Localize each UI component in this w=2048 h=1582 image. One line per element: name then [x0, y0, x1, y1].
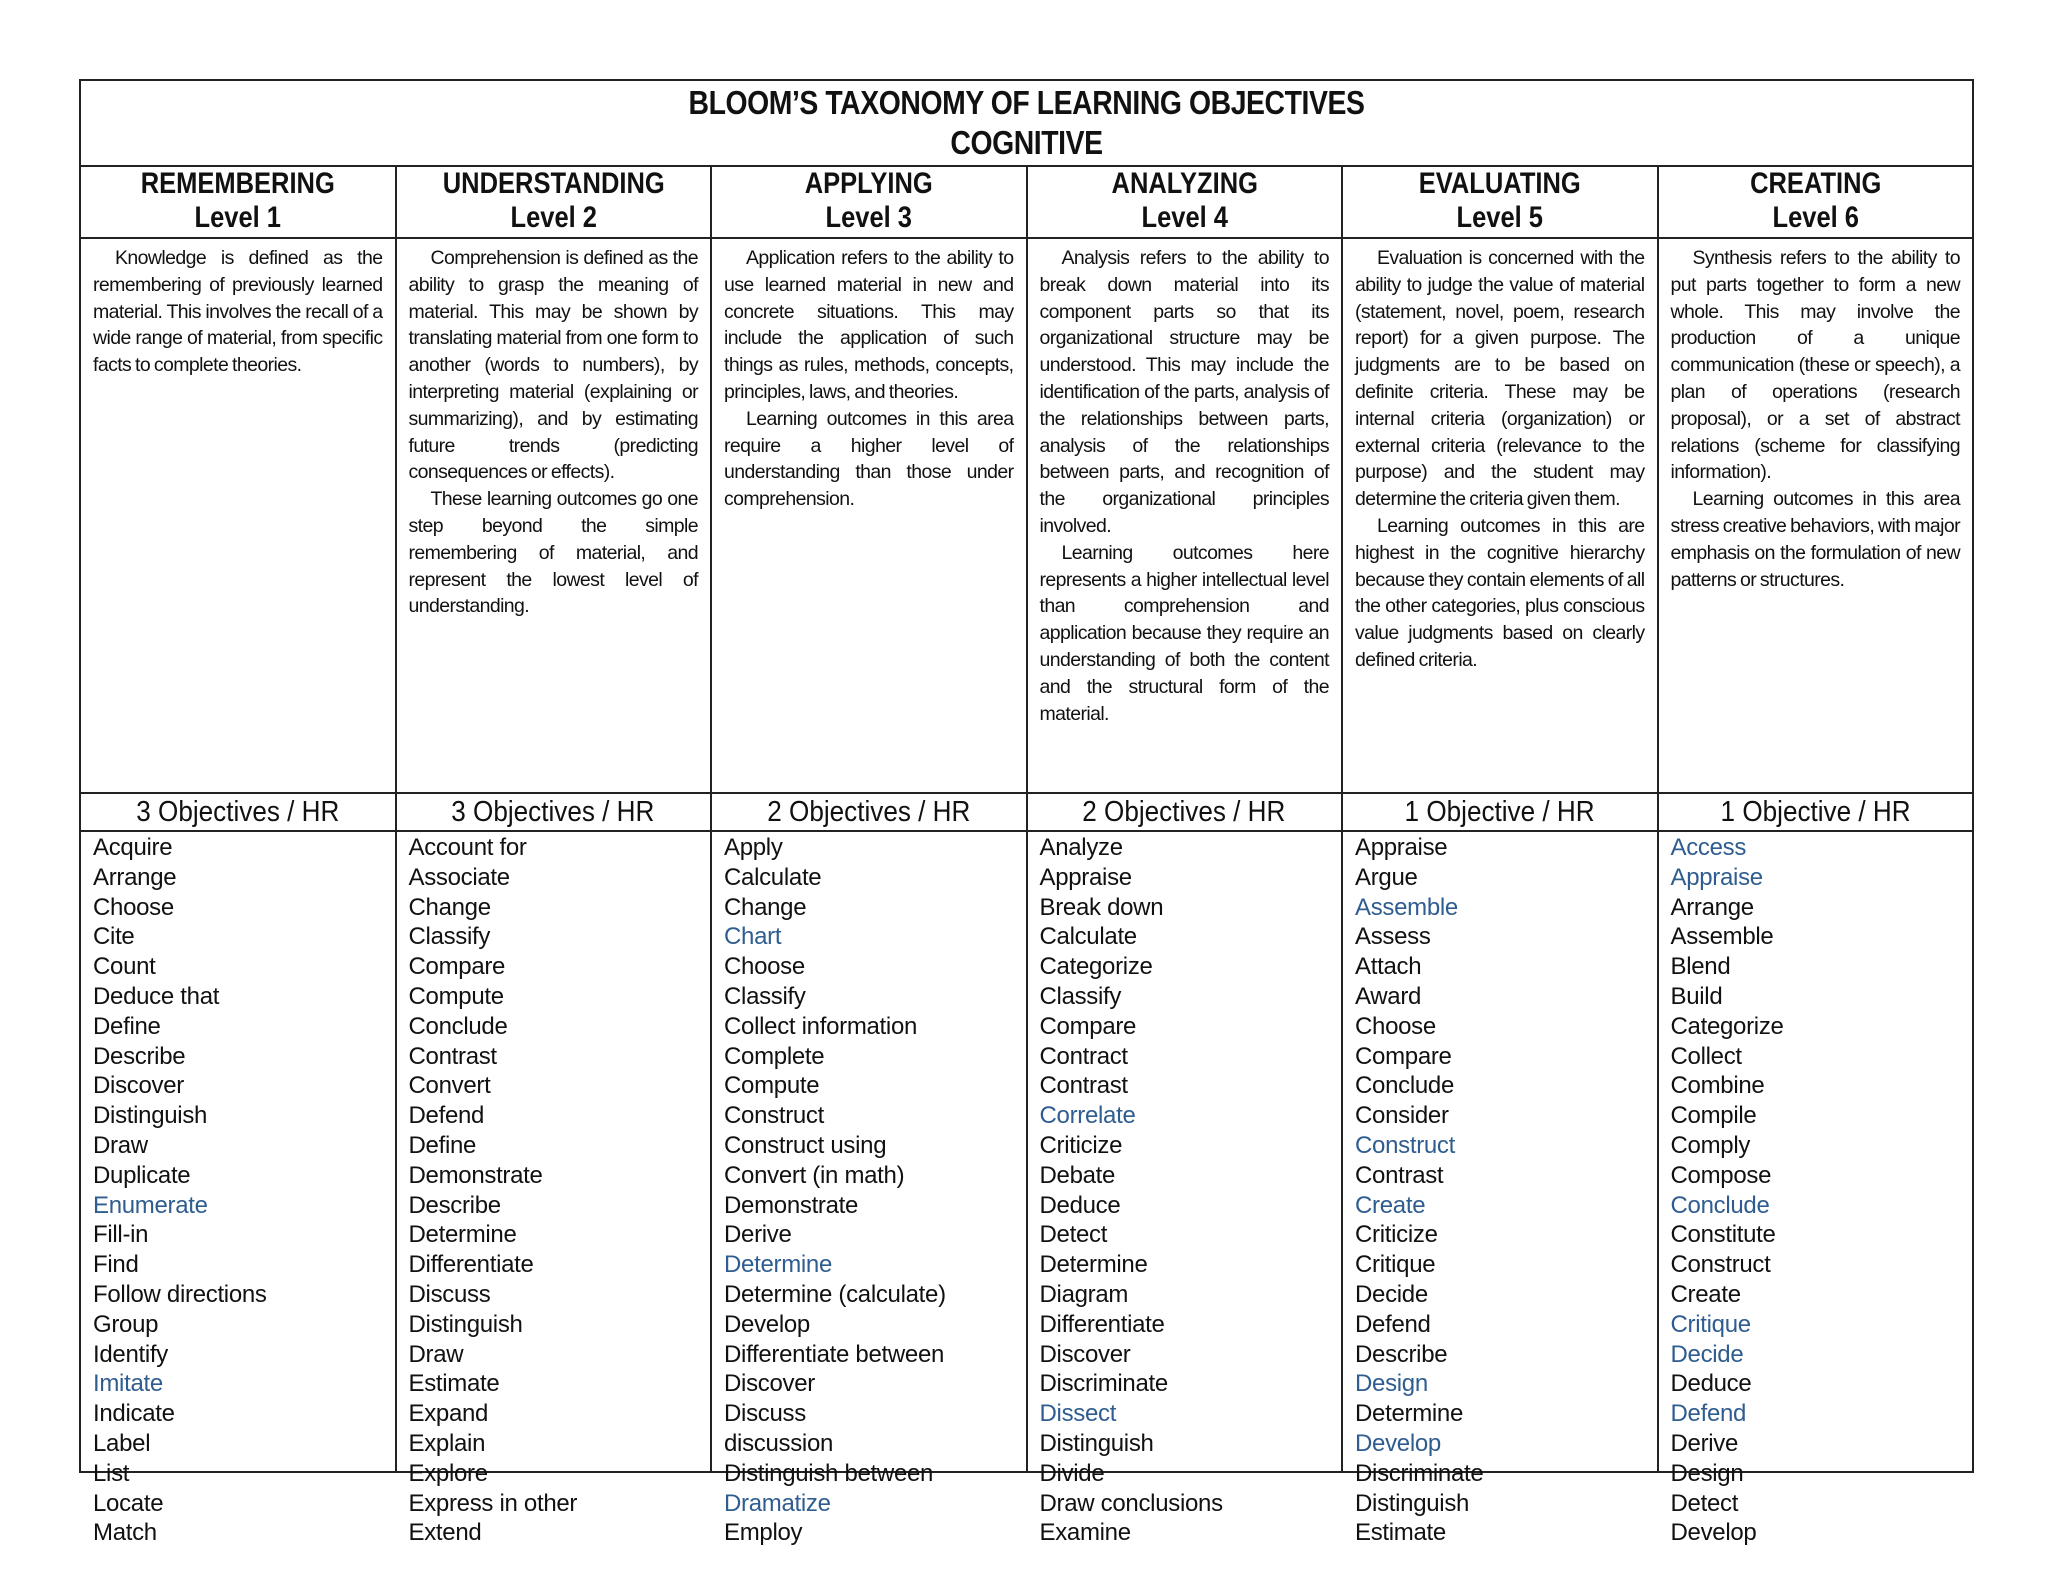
description-paragraph: Learning outcomes in this are highest in the cognitive hierarchy because they contain elements of all the other categories, plus conscious value judgments based on clearly defined criteria.	[1355, 514, 1645, 671]
action-verb: Derive	[1670, 1429, 1739, 1457]
action-verb: Discover	[724, 1370, 815, 1398]
description-paragraph: Learning outcomes in this area stress creative behaviors, with major emphasis on the formulation of new patterns or structures.	[1670, 488, 1960, 591]
action-verb: Deduce	[1039, 1191, 1121, 1219]
action-verb: Criticize	[1355, 1221, 1438, 1249]
description-paragraph: Synthesis refers to the ability to put parts together to form a new whole. This may involve the production of a unique communication (these or speech), a plan of operations (research proposal), or a set of abstract relations (scheme for classifying information).	[1670, 247, 1960, 484]
action-verb: Defend	[408, 1102, 485, 1130]
action-verb: Contrast	[1355, 1161, 1444, 1189]
action-verb: Find	[93, 1251, 139, 1279]
action-verb: Compare	[1355, 1042, 1452, 1070]
action-verb: Consider	[1355, 1102, 1449, 1130]
action-verb: Define	[93, 1012, 161, 1040]
action-verb: Choose	[724, 953, 805, 981]
objectives-per-hour-label: 1 Objective / HR	[1404, 796, 1595, 828]
level-name: EVALUATING	[1418, 167, 1581, 200]
action-verb: Group	[93, 1310, 159, 1338]
action-verb: Convert	[408, 1072, 491, 1100]
level-column-3	[712, 165, 1028, 1547]
level-column-6	[1659, 165, 1973, 1547]
action-verb: Argue	[1355, 863, 1418, 891]
action-verb-list	[81, 832, 395, 1548]
action-verb: Complete	[724, 1042, 825, 1070]
level-description	[1028, 239, 1342, 794]
objectives-per-hour-label: 2 Objectives / HR	[1082, 796, 1286, 828]
action-verb: Describe	[1355, 1340, 1448, 1368]
action-verb: Detect	[1670, 1489, 1739, 1517]
action-verb: Design	[1355, 1370, 1428, 1398]
action-verb: Explain	[408, 1429, 486, 1457]
action-verb: Decide	[1670, 1340, 1744, 1368]
action-verb: Count	[93, 953, 156, 981]
action-verb: Discriminate	[1355, 1459, 1484, 1487]
action-verb: Change	[408, 893, 491, 921]
level-columns	[81, 165, 1972, 1547]
action-verb: Conclude	[1355, 1072, 1455, 1100]
action-verb: Compute	[724, 1072, 820, 1100]
action-verb: Define	[408, 1131, 477, 1159]
action-verb: discussion	[724, 1429, 834, 1457]
action-verb: Break down	[1039, 893, 1164, 921]
action-verb: Choose	[1355, 1012, 1436, 1040]
description-paragraph: These learning outcomes go one step beyond the simple remembering of material, and represent the lowest level of understanding.	[408, 488, 698, 618]
level-name: CREATING	[1749, 167, 1881, 200]
action-verb: Follow directions	[93, 1280, 267, 1308]
action-verb: Choose	[93, 893, 174, 921]
level-description	[1343, 239, 1657, 794]
objectives-per-hour-label: 3 Objectives / HR	[451, 796, 655, 828]
objectives-per-hour	[81, 794, 395, 832]
action-verb: Assemble	[1670, 923, 1774, 951]
action-verb: Associate	[408, 863, 510, 891]
action-verb: Conclude	[1670, 1191, 1770, 1219]
description-paragraph: Comprehension is defined as the ability to grasp the meaning of material. This may be shown by translating material from one form to another (words to numbers), by interpreting material (explaining or summarizing), and by estimating future trends (predicting consequences or effects).	[408, 247, 698, 484]
action-verb: Differentiate	[1039, 1310, 1165, 1338]
action-verb: Identify	[93, 1340, 168, 1368]
description-paragraph: Learning outcomes here represents a higher intellectual level than comprehension and application because they require an understanding of both the content and the structural form of the material.	[1039, 541, 1329, 725]
objectives-per-hour-label: 1 Objective / HR	[1720, 796, 1911, 828]
action-verb: Draw	[408, 1340, 464, 1368]
action-verb: Collect	[1670, 1042, 1742, 1070]
action-verb: Demonstrate	[408, 1161, 543, 1189]
action-verb: Determine	[724, 1251, 833, 1279]
level-name: APPLYING	[804, 167, 933, 200]
action-verb-list	[1343, 832, 1657, 1548]
action-verb: Design	[1670, 1459, 1744, 1487]
action-verb: Draw conclusions	[1039, 1489, 1223, 1517]
action-verb: Distinguish	[408, 1310, 523, 1338]
action-verb: Convert (in math)	[724, 1161, 905, 1189]
title-block	[81, 81, 1972, 167]
action-verb: Deduce	[1670, 1370, 1752, 1398]
action-verb: Assemble	[1355, 893, 1458, 921]
action-verb: Label	[93, 1429, 151, 1457]
action-verb: Compute	[408, 982, 504, 1010]
action-verb: Create	[1355, 1191, 1426, 1219]
description-paragraph: Knowledge is defined as the remembering of previously learned material. This involves the recall of a wide range of material, from specific facts to complete theories.	[93, 247, 383, 377]
objectives-per-hour-label: 3 Objectives / HR	[136, 796, 340, 828]
action-verb: Develop	[1355, 1429, 1441, 1457]
action-verb: Locate	[93, 1489, 164, 1517]
action-verb: Employ	[724, 1519, 803, 1547]
description-paragraph: Analysis refers to the ability to break down material into its component parts so that its organizational structure may be understood. This may include the identification of the parts, analysis of the relationships between parts, analysis of the relationships between parts, and recognition of the organizational principles involved.	[1039, 247, 1329, 537]
action-verb: Cite	[93, 923, 135, 951]
objectives-per-hour	[1343, 794, 1657, 832]
column-header	[712, 167, 1026, 239]
action-verb: Calculate	[1039, 923, 1137, 951]
action-verb: Critique	[1355, 1251, 1436, 1279]
level-number: Level 4	[1141, 201, 1228, 234]
action-verb: Diagram	[1039, 1280, 1129, 1308]
action-verb: Divide	[1039, 1459, 1105, 1487]
page-title: BLOOM’S TAXONOMY OF LEARNING OBJECTIVES	[688, 84, 1365, 121]
description-paragraph: Evaluation is concerned with the ability to judge the value of material (statement, novel, poem, research report) for a given purpose. The judgments are to be based on definite criteria. These may be internal criteria (organization) or external criteria (relevance to the purpose) and the student may determine the criteria given them.	[1355, 247, 1645, 511]
action-verb: Critique	[1670, 1310, 1751, 1338]
action-verb: Chart	[724, 923, 782, 951]
objectives-per-hour	[1659, 794, 1973, 832]
action-verb: Appraise	[1355, 834, 1448, 861]
action-verb: Contract	[1039, 1042, 1128, 1070]
action-verb: Calculate	[724, 863, 822, 891]
action-verb: Classify	[408, 923, 491, 951]
action-verb: Deduce that	[93, 982, 220, 1010]
action-verb: Award	[1355, 982, 1422, 1010]
level-column-4	[1028, 165, 1344, 1547]
action-verb: Develop	[724, 1310, 810, 1338]
level-number: Level 5	[1456, 201, 1543, 234]
column-header	[1028, 167, 1342, 239]
action-verb: Extend	[408, 1519, 482, 1547]
action-verb: Discuss	[724, 1400, 806, 1428]
level-name: UNDERSTANDING	[442, 167, 665, 200]
action-verb: Constitute	[1670, 1221, 1776, 1249]
action-verb: Describe	[408, 1191, 501, 1219]
action-verb: Determine	[1355, 1400, 1464, 1428]
action-verb: Blend	[1670, 953, 1731, 981]
action-verb: Draw	[93, 1131, 148, 1159]
level-number: Level 3	[825, 201, 912, 234]
action-verb: Classify	[1039, 982, 1122, 1010]
level-name: REMEMBERING	[140, 167, 335, 200]
column-header	[1659, 167, 1973, 239]
action-verb-list	[712, 832, 1026, 1548]
action-verb: Construct	[1670, 1251, 1771, 1279]
page-subtitle: COGNITIVE	[950, 124, 1103, 161]
column-header	[1343, 167, 1657, 239]
action-verb: Determine	[408, 1221, 517, 1249]
level-description	[397, 239, 711, 794]
level-column-1	[81, 165, 397, 1547]
action-verb: Contrast	[408, 1042, 497, 1070]
action-verb: Discriminate	[1039, 1370, 1168, 1398]
level-column-2	[397, 165, 713, 1547]
action-verb-list	[397, 832, 711, 1548]
objectives-per-hour	[397, 794, 711, 832]
action-verb: Distinguish	[93, 1102, 208, 1130]
action-verb: Differentiate	[408, 1251, 534, 1279]
action-verb: Duplicate	[93, 1161, 191, 1189]
action-verb: Indicate	[93, 1400, 175, 1428]
action-verb: Determine	[1039, 1251, 1148, 1279]
action-verb: Access	[1670, 834, 1747, 861]
action-verb: Construct using	[724, 1131, 887, 1159]
level-description	[81, 239, 395, 794]
action-verb: Demonstrate	[724, 1191, 859, 1219]
action-verb: Classify	[724, 982, 806, 1010]
action-verb: Analyze	[1039, 834, 1123, 861]
action-verb: Discover	[1039, 1340, 1131, 1368]
action-verb: Compose	[1670, 1161, 1772, 1189]
action-verb: Examine	[1039, 1519, 1131, 1547]
action-verb: Appraise	[1670, 863, 1763, 891]
description-paragraph: Learning outcomes in this area require a higher level of understanding than those under comprehension.	[724, 407, 1014, 511]
description-paragraph: Application refers to the ability to use learned material in new and concrete situations. This may include the application of such things as rules, methods, concepts, principles, laws, and theories.	[724, 247, 1014, 403]
level-number: Level 6	[1772, 201, 1859, 234]
action-verb: Contrast	[1039, 1072, 1128, 1100]
action-verb: Determine (calculate)	[724, 1280, 946, 1308]
action-verb: Compile	[1670, 1102, 1757, 1130]
action-verb: Combine	[1670, 1072, 1765, 1100]
objectives-per-hour-label: 2 Objectives / HR	[767, 796, 971, 828]
level-name: ANALYZING	[1111, 167, 1258, 200]
action-verb: Comply	[1670, 1131, 1751, 1159]
action-verb: Express in other	[408, 1489, 578, 1517]
action-verb: Develop	[1670, 1519, 1757, 1547]
action-verb: Acquire	[93, 834, 173, 861]
action-verb: Attach	[1355, 953, 1422, 981]
action-verb: Criticize	[1039, 1131, 1123, 1159]
action-verb: Estimate	[408, 1370, 500, 1398]
action-verb: Differentiate between	[724, 1340, 945, 1368]
action-verb: Discover	[93, 1072, 184, 1100]
action-verb: List	[93, 1459, 130, 1487]
action-verb: Fill-in	[93, 1221, 149, 1249]
level-description	[712, 239, 1026, 794]
action-verb: Estimate	[1355, 1519, 1446, 1547]
action-verb: Distinguish	[1039, 1429, 1154, 1457]
action-verb: Detect	[1039, 1221, 1108, 1249]
column-header	[81, 167, 395, 239]
action-verb: Collect information	[724, 1012, 918, 1040]
action-verb: Arrange	[93, 863, 177, 891]
action-verb: Change	[724, 893, 807, 921]
action-verb: Assess	[1355, 923, 1431, 951]
level-description	[1659, 239, 1973, 794]
action-verb: Imitate	[93, 1370, 163, 1398]
action-verb: Account for	[408, 834, 527, 861]
action-verb: Match	[93, 1519, 157, 1547]
action-verb: Dramatize	[724, 1489, 831, 1517]
action-verb: Construct	[724, 1102, 825, 1130]
action-verb: Describe	[93, 1042, 186, 1070]
action-verb: Distinguish	[1355, 1489, 1470, 1517]
action-verb: Arrange	[1670, 893, 1754, 921]
level-column-5	[1343, 165, 1659, 1547]
action-verb: Create	[1670, 1280, 1741, 1308]
action-verb: Build	[1670, 982, 1723, 1010]
action-verb-list	[1028, 832, 1342, 1548]
action-verb: Expand	[408, 1400, 489, 1428]
action-verb: Compare	[408, 953, 506, 981]
action-verb: Conclude	[408, 1012, 508, 1040]
action-verb: Debate	[1039, 1161, 1116, 1189]
action-verb: Explore	[408, 1459, 488, 1487]
level-number: Level 1	[194, 201, 281, 234]
taxonomy-table	[79, 79, 1974, 1547]
action-verb: Decide	[1355, 1280, 1428, 1308]
action-verb: Compare	[1039, 1012, 1137, 1040]
action-verb: Dissect	[1039, 1400, 1117, 1428]
action-verb: Defend	[1355, 1310, 1431, 1338]
action-verb: Categorize	[1039, 953, 1153, 981]
action-verb: Categorize	[1670, 1012, 1784, 1040]
action-verb: Apply	[724, 834, 783, 861]
action-verb: Derive	[724, 1221, 792, 1249]
action-verb: Correlate	[1039, 1102, 1136, 1130]
column-header	[397, 167, 711, 239]
action-verb: Enumerate	[93, 1191, 208, 1219]
action-verb: Construct	[1355, 1131, 1456, 1159]
action-verb: Discuss	[408, 1280, 491, 1308]
action-verb: Appraise	[1039, 863, 1132, 891]
action-verb: Defend	[1670, 1400, 1747, 1428]
objectives-per-hour	[712, 794, 1026, 832]
action-verb: Distinguish between	[724, 1459, 934, 1487]
action-verb-list	[1659, 832, 1973, 1548]
objectives-per-hour	[1028, 794, 1342, 832]
level-number: Level 2	[510, 201, 597, 234]
